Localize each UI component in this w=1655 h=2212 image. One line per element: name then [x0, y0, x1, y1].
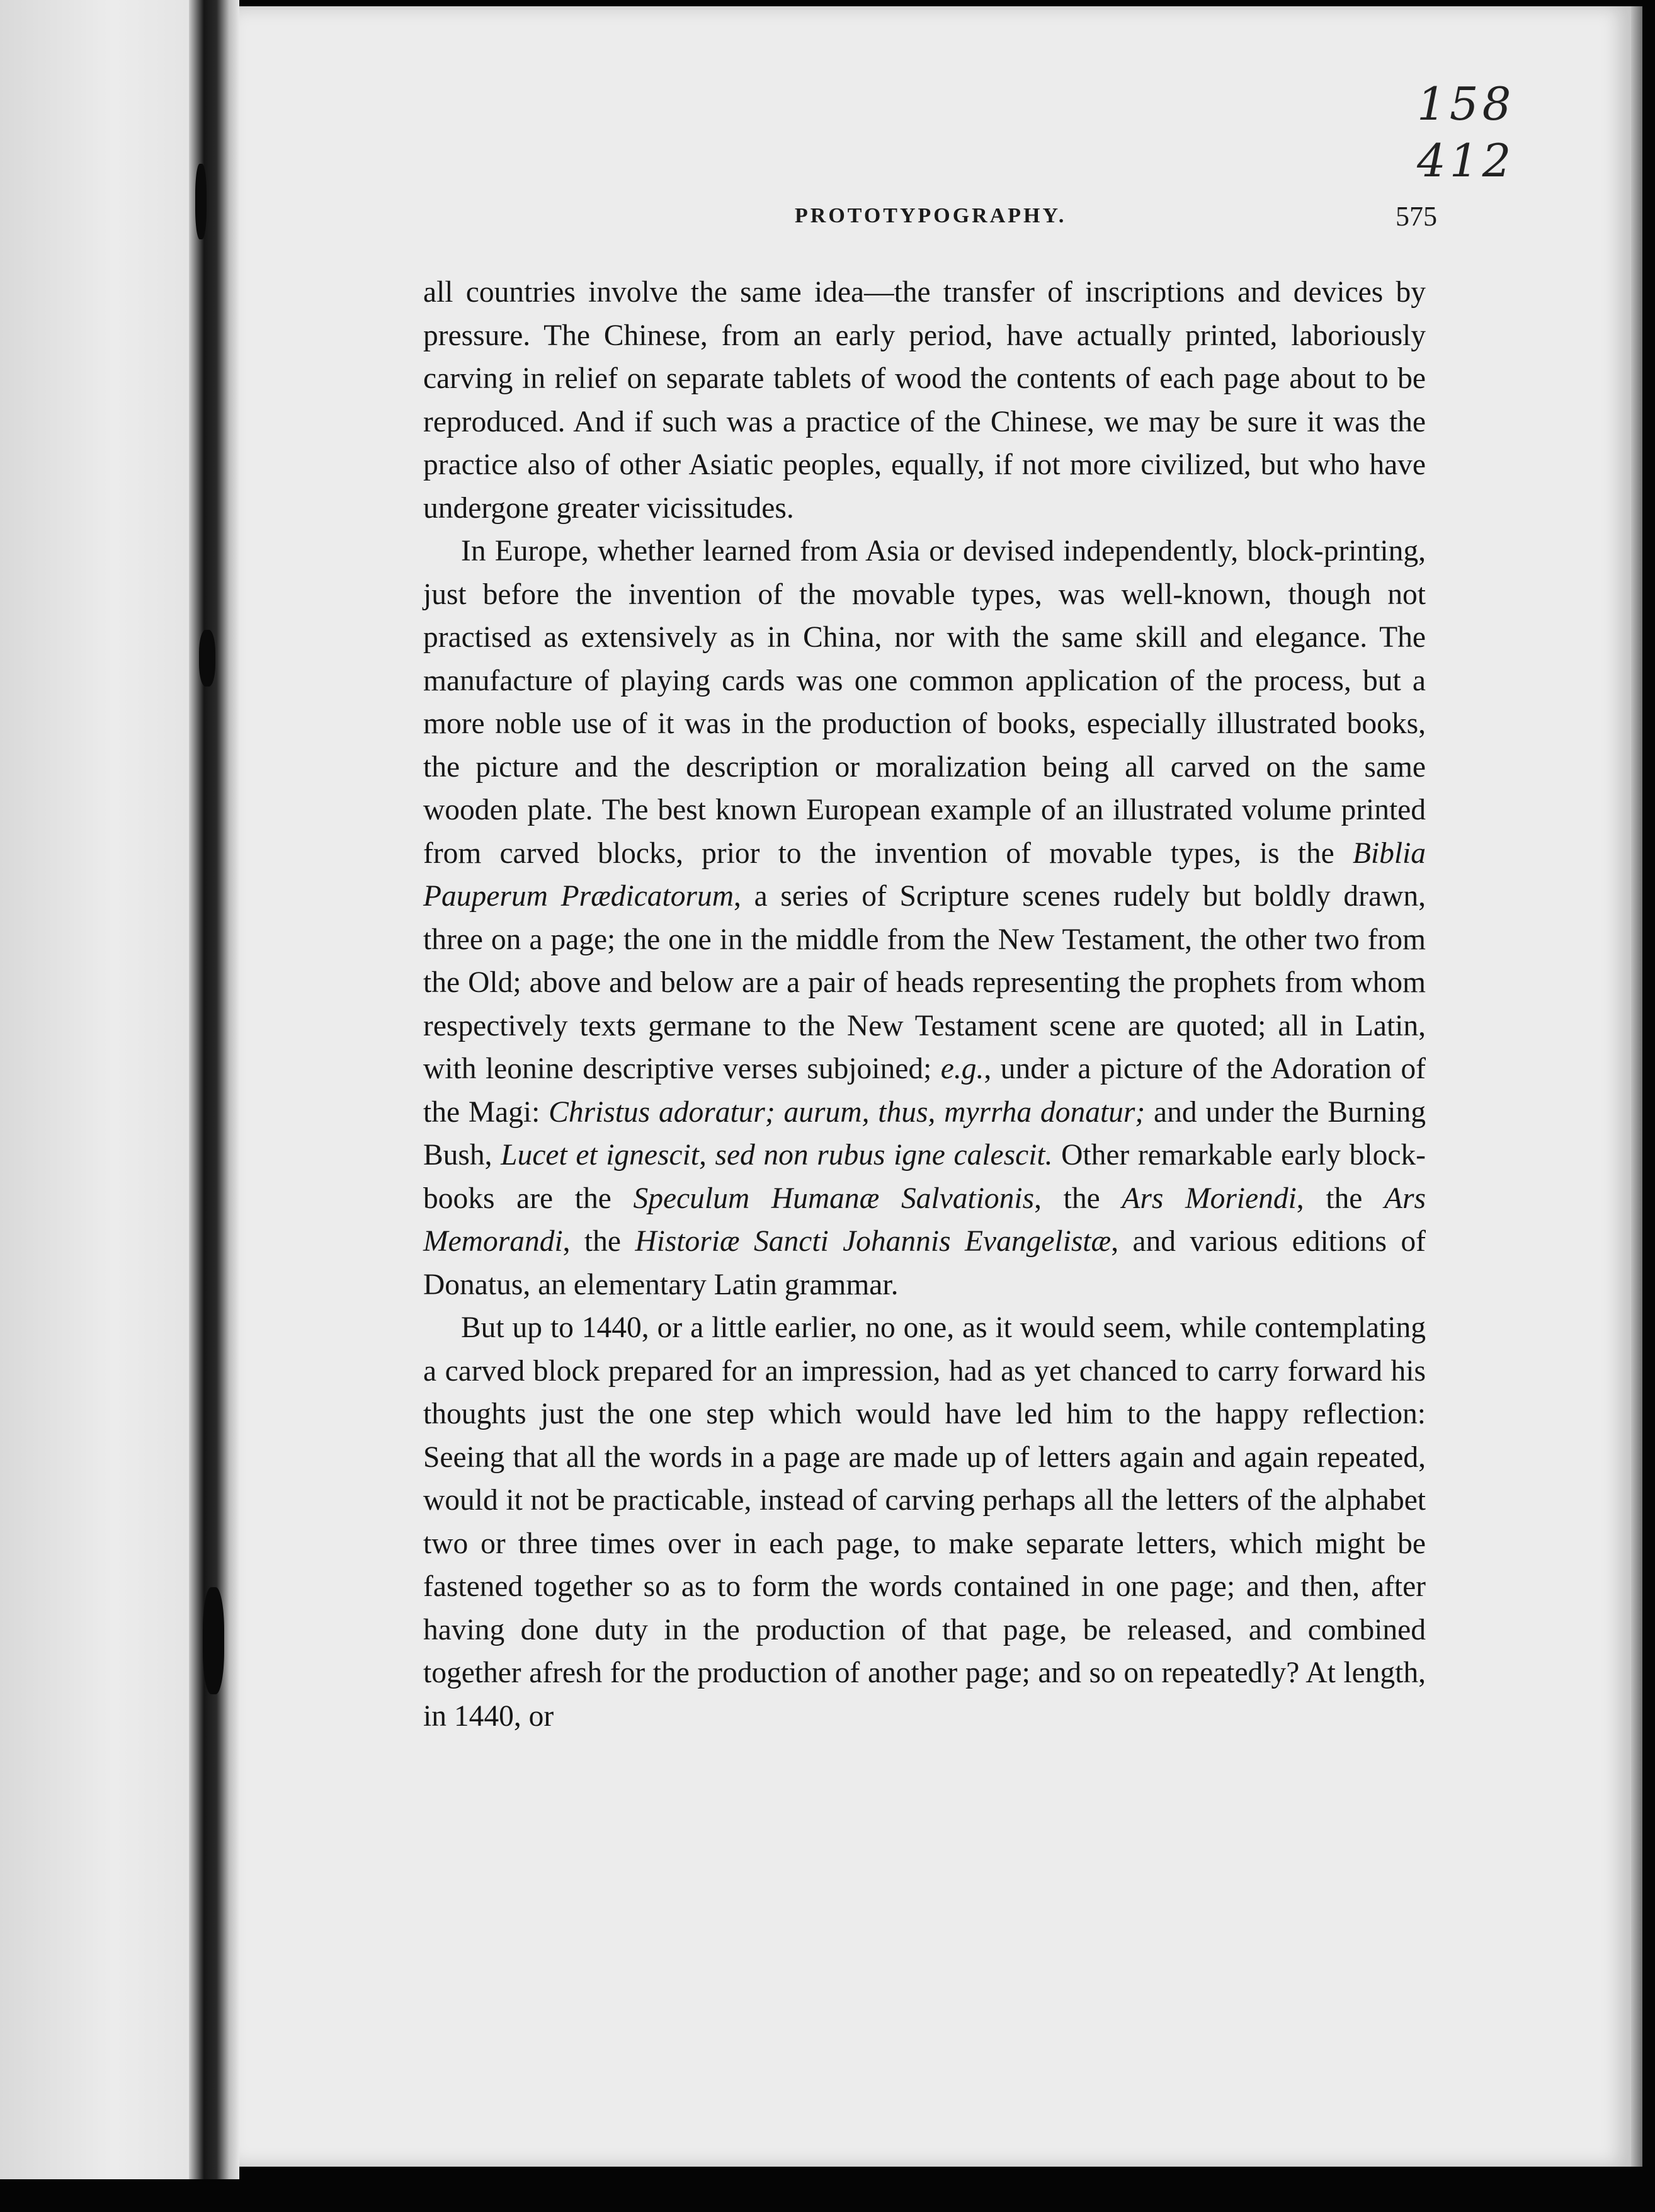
gutter-shadow-mark — [195, 164, 207, 239]
running-title: PROTOTYPOGRAPHY. — [795, 204, 1067, 227]
text-run: In Europe, whether learned from Asia or devised independently, block-printing, just before the invention of the movable types, was well-known, though not practised as extensively as in China, nor with the same skill and elegance. The manufacture of playing cards was one common application of the process, but a more noble use of it was in the production of books, especially illustrated books, the picture and the description or moralization being all carved on the same wooden plate. The best known European example of an illustrated volume printed from carved blocks, prior to the invention of movable types, is the — [423, 535, 1426, 870]
text-run: , the — [1296, 1182, 1385, 1215]
paragraph — [423, 1306, 1426, 1738]
text-run: , the — [562, 1225, 635, 1258]
running-head — [423, 200, 1437, 238]
facing-page-edge — [0, 0, 189, 2179]
italic-text-run: Ars Memorandi — [423, 1182, 1426, 1258]
book-gutter — [189, 0, 239, 2179]
text-run: and under the Burning Bush, — [423, 1095, 1426, 1172]
page-number: 575 — [1396, 201, 1437, 232]
handwritten-number: 158 — [1417, 77, 1515, 130]
italic-text-run: Christus adoratur; aurum, thus, myrrha donatur; — [549, 1095, 1146, 1129]
paragraph — [423, 530, 1426, 1306]
gutter-shadow-mark — [199, 630, 215, 687]
italic-text-run: Biblia Pauperum Prædicatorum — [423, 836, 1426, 913]
text-run: , under a picture of the Adoration of the Magi: — [423, 1052, 1426, 1129]
paragraph — [423, 271, 1426, 530]
italic-text-run: Ars Moriendi — [1122, 1182, 1297, 1215]
text-run: all countries involve the same idea—the transfer of inscriptions and devices by pressure. The Chinese, from an early period, have actually printed, laboriously carving in relief on separate tablets of wood the contents of each page about to be reproduced. And if such was a practice of the Chinese, we may be sure it was the practice also of other Asiatic peoples, equally, if not more civilized, but who have undergone greater vicissitudes. — [423, 276, 1426, 525]
italic-text-run: Speculum Humanæ Salvationis — [633, 1182, 1035, 1215]
page-edge-shadow — [1631, 6, 1642, 2167]
text-run: , the — [1034, 1182, 1122, 1215]
body-text — [423, 271, 1426, 1738]
italic-text-run: e.g. — [940, 1052, 984, 1085]
text-run: , and various editions of Donatus, an elementary Latin grammar. — [423, 1225, 1426, 1301]
text-run: But up to 1440, or a little earlier, no one, as it would seem, while contemplating a carved block prepared for an impression, had as yet chanced to carry forward his thoughts just the one step which would have led him to the happy reflection: Seeing that all the words in a page are made up of letters again and again repeated, would it not be practicable, instead of carving perhaps all the letters of the alphabet two or three times over in each page, to make separate letters, which might be fastened together so as to form the words contained in one page; and then, after having done duty in the production of that page, be released, and combined together afresh for the production of another page; and so on repeatedly? At length, in 1440, or — [423, 1311, 1426, 1733]
handwritten-pencil-note — [1417, 76, 1549, 189]
handwritten-number: 412 — [1417, 134, 1515, 187]
gutter-shadow-mark — [203, 1587, 224, 1694]
text-run: , a series of Scripture scenes rudely but boldly drawn, three on a page; the one in the middle from the New Testament, the other two from the Old; above and below are a pair of heads representing the prophets from whom respectively texts germane to the New Testament scene are quoted; all in Latin, with leonine descriptive verses subjoined; — [423, 880, 1426, 1085]
italic-text-run: Historiæ Sancti Johannis Evangelistæ — [635, 1225, 1112, 1258]
italic-text-run: Lucet et ignescit, sed non rubus igne calescit. — [501, 1139, 1053, 1172]
text-run: Other remarkable early block-books are the — [423, 1139, 1426, 1215]
